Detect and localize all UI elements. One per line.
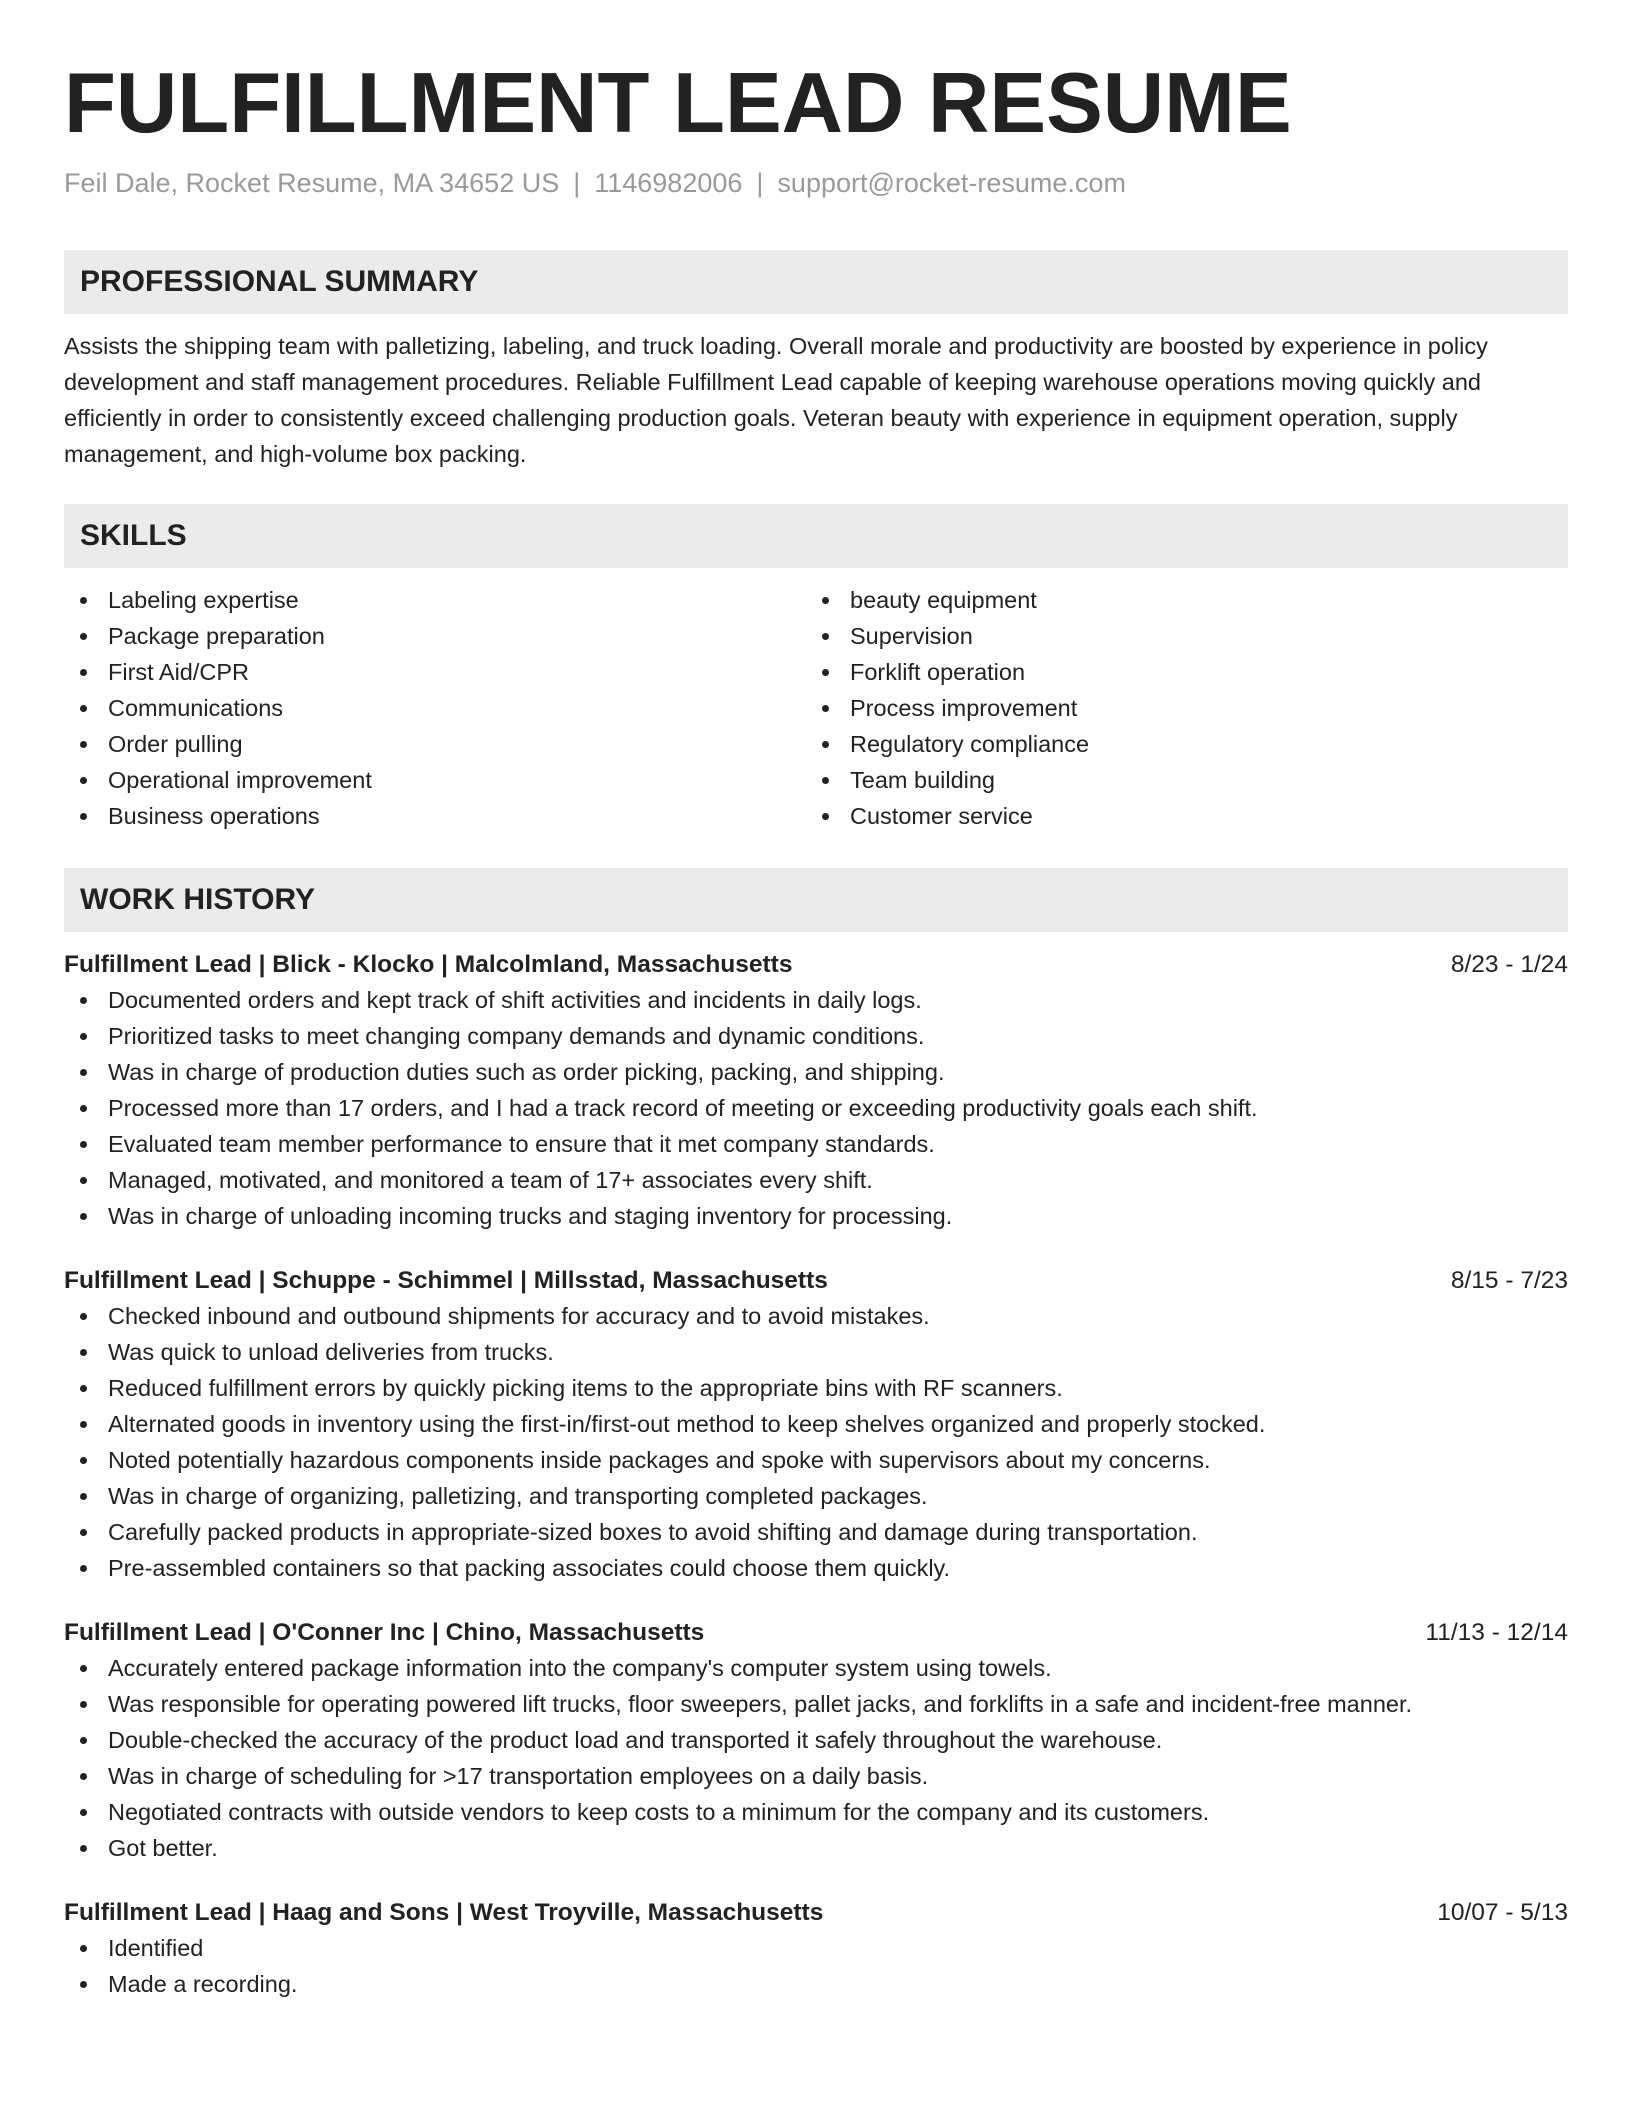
- skill-item: [64, 690, 806, 726]
- job-bullet-text: Processed more than 17 orders, and I had a track record of meeting or exceeding productivity goals each shift.: [108, 1095, 1258, 1121]
- bullet-dot-icon: [822, 705, 829, 712]
- skill-item: [64, 582, 806, 618]
- bullet-dot-icon: [80, 813, 87, 820]
- skill-item: [806, 618, 1548, 654]
- job-bullet: [64, 1514, 1568, 1550]
- bullet-dot-icon: [80, 777, 87, 784]
- bullet-dot-icon: [80, 1213, 87, 1220]
- job-bullet-text: Was responsible for operating powered lift trucks, floor sweepers, pallet jacks, and forklifts in a safe and incident-free manner.: [108, 1691, 1413, 1717]
- skill-item: [806, 798, 1548, 834]
- skill-label: Order pulling: [108, 731, 243, 757]
- bullet-dot-icon: [80, 1177, 87, 1184]
- job-bullet-text: Accurately entered package information into the company's computer system using towels.: [108, 1655, 1052, 1681]
- skill-label: Regulatory compliance: [850, 731, 1090, 757]
- skill-item: [806, 654, 1548, 690]
- bullet-dot-icon: [80, 1565, 87, 1572]
- job-entry: [64, 948, 1568, 1234]
- job-bullet-text: Made a recording.: [108, 1971, 298, 1997]
- work-history-heading: WORK HISTORY: [80, 883, 316, 916]
- resume-title: FULFILLMENT LEAD RESUME: [64, 56, 1292, 151]
- bullet-dot-icon: [822, 813, 829, 820]
- skill-item: [64, 762, 806, 798]
- skill-label: Customer service: [850, 803, 1033, 829]
- work-history-section-header: [64, 868, 1568, 932]
- skill-item: [806, 726, 1548, 762]
- skills-list-left: [64, 582, 806, 834]
- bullet-dot-icon: [80, 1945, 87, 1952]
- bullet-dot-icon: [80, 1069, 87, 1076]
- job-bullet-text: Identified: [108, 1935, 204, 1961]
- skill-item: [806, 762, 1548, 798]
- job-bullet: [64, 1370, 1568, 1406]
- contact-email: support@rocket-resume.com: [777, 168, 1126, 198]
- job-bullet-text: Noted potentially hazardous components inside packages and spoke with supervisors about my concerns.: [108, 1447, 1211, 1473]
- bullet-dot-icon: [80, 705, 87, 712]
- job-bullet-text: Prioritized tasks to meet changing company demands and dynamic conditions.: [108, 1023, 925, 1049]
- job-header: [64, 1264, 1568, 1298]
- job-entry: [64, 1616, 1568, 1866]
- job-bullet-text: Alternated goods in inventory using the first-in/first-out method to keep shelves organized and properly stocked.: [108, 1411, 1266, 1437]
- job-bullet: [64, 1162, 1568, 1198]
- job-bullet: [64, 1478, 1568, 1514]
- skill-item: [64, 798, 806, 834]
- job-header: [64, 1616, 1568, 1650]
- skills-list-right: [806, 582, 1548, 834]
- skill-label: Business operations: [108, 803, 320, 829]
- job-dates: 10/07 - 5/13: [1437, 1899, 1568, 1926]
- bullet-dot-icon: [80, 1141, 87, 1148]
- skill-label: Package preparation: [108, 623, 325, 649]
- bullet-dot-icon: [822, 669, 829, 676]
- bullet-dot-icon: [80, 1701, 87, 1708]
- job-bullet: [64, 1966, 1568, 2002]
- job-bullet-text: Evaluated team member performance to ensure that it met company standards.: [108, 1131, 935, 1157]
- skills-grid: [64, 582, 1568, 834]
- bullet-dot-icon: [80, 597, 87, 604]
- skill-label: Forklift operation: [850, 659, 1026, 685]
- job-bullet-text: Carefully packed products in appropriate-sized boxes to avoid shifting and damage during transportation.: [108, 1519, 1198, 1545]
- skill-label: Communications: [108, 695, 284, 721]
- skill-label: Process improvement: [850, 695, 1078, 721]
- job-header: [64, 1896, 1568, 1930]
- skill-item: [64, 726, 806, 762]
- skill-label: Supervision: [850, 623, 973, 649]
- contact-phone: 1146982006: [594, 168, 743, 198]
- skill-label: First Aid/CPR: [108, 659, 250, 685]
- job-bullet: [64, 1298, 1568, 1334]
- bullet-dot-icon: [80, 1349, 87, 1356]
- contact-address: Feil Dale, Rocket Resume, MA 34652 US: [64, 168, 560, 198]
- job-dates: 8/23 - 1/24: [1450, 951, 1568, 978]
- job-bullet-text: Double-checked the accuracy of the product load and transported it safely throughout the warehouse.: [108, 1727, 1163, 1753]
- bullet-dot-icon: [80, 1421, 87, 1428]
- skill-item: [64, 654, 806, 690]
- job-bullet-list: [64, 982, 1568, 1234]
- bullet-dot-icon: [80, 1665, 87, 1672]
- skill-item: [806, 582, 1548, 618]
- summary-section-header: [64, 250, 1568, 314]
- skills-column-left: [64, 582, 806, 834]
- bullet-dot-icon: [80, 741, 87, 748]
- skill-label: beauty equipment: [850, 587, 1037, 613]
- summary-text: Assists the shipping team with palletizing, labeling, and truck loading. Overall morale and productivity are boosted by experience in policy development and staff management procedures. Reliable Fulfillment Lead capable of keeping warehouse operations moving quickly and efficiently in order to consistently exceed challenging production goals. Veteran beauty with experience in equipment operation, supply management, and high-volume box packing.: [64, 333, 1488, 467]
- job-bullet-text: Managed, motivated, and monitored a team of 17+ associates every shift.: [108, 1167, 873, 1193]
- job-bullet: [64, 1054, 1568, 1090]
- job-bullet-list: [64, 1930, 1568, 2002]
- job-bullet: [64, 1198, 1568, 1234]
- job-bullet-text: Was in charge of production duties such as order picking, packing, and shipping.: [108, 1059, 945, 1085]
- bullet-dot-icon: [822, 597, 829, 604]
- job-bullet: [64, 1758, 1568, 1794]
- job-bullet-list: [64, 1298, 1568, 1586]
- bullet-dot-icon: [80, 633, 87, 640]
- bullet-dot-icon: [822, 741, 829, 748]
- job-bullet: [64, 1018, 1568, 1054]
- bullet-dot-icon: [80, 669, 87, 676]
- skill-item: [806, 690, 1548, 726]
- contact-separator: |: [573, 168, 581, 198]
- bullet-dot-icon: [80, 1809, 87, 1816]
- job-bullet: [64, 1650, 1568, 1686]
- skills-heading: SKILLS: [80, 519, 187, 552]
- job-title: Fulfillment Lead | Schuppe - Schimmel | Millsstad, Massachusetts: [64, 1267, 828, 1294]
- bullet-dot-icon: [80, 1529, 87, 1536]
- summary-heading: PROFESSIONAL SUMMARY: [80, 265, 479, 298]
- skills-column-right: [806, 582, 1548, 834]
- skills-section-header: [64, 504, 1568, 568]
- bullet-dot-icon: [80, 1845, 87, 1852]
- bullet-dot-icon: [822, 777, 829, 784]
- skill-label: Operational improvement: [108, 767, 372, 793]
- job-bullet: [64, 1830, 1568, 1866]
- job-bullet: [64, 1930, 1568, 1966]
- bullet-dot-icon: [80, 1773, 87, 1780]
- contact-separator: |: [756, 168, 764, 198]
- job-bullet: [64, 1794, 1568, 1830]
- job-entry: [64, 1896, 1568, 2002]
- job-bullet-text: Was in charge of unloading incoming trucks and staging inventory for processing.: [108, 1203, 953, 1229]
- job-dates: 11/13 - 12/14: [1425, 1619, 1568, 1646]
- job-bullet: [64, 1090, 1568, 1126]
- bullet-dot-icon: [80, 1737, 87, 1744]
- skill-item: [64, 618, 806, 654]
- job-bullet: [64, 1126, 1568, 1162]
- bullet-dot-icon: [80, 1385, 87, 1392]
- job-bullet-text: Was in charge of organizing, palletizing, and transporting completed packages.: [108, 1483, 928, 1509]
- job-bullet: [64, 1406, 1568, 1442]
- bullet-dot-icon: [80, 1493, 87, 1500]
- job-dates: 8/15 - 7/23: [1450, 1267, 1568, 1294]
- bullet-dot-icon: [80, 1313, 87, 1320]
- job-bullet: [64, 1334, 1568, 1370]
- job-bullet: [64, 1442, 1568, 1478]
- job-entry: [64, 1264, 1568, 1586]
- skill-label: Team building: [850, 767, 996, 793]
- skill-label: Labeling expertise: [108, 587, 299, 613]
- bullet-dot-icon: [80, 997, 87, 1004]
- bullet-dot-icon: [80, 1981, 87, 1988]
- job-header: [64, 948, 1568, 982]
- job-bullet-list: [64, 1650, 1568, 1866]
- job-title: Fulfillment Lead | O'Conner Inc | Chino, Massachusetts: [64, 1619, 705, 1646]
- job-bullet: [64, 982, 1568, 1018]
- job-bullet-text: Reduced fulfillment errors by quickly picking items to the appropriate bins with RF scanners.: [108, 1375, 1063, 1401]
- job-bullet: [64, 1722, 1568, 1758]
- job-title: Fulfillment Lead | Haag and Sons | West Troyville, Massachusetts: [64, 1899, 824, 1926]
- job-bullet-text: Was quick to unload deliveries from trucks.: [108, 1339, 554, 1365]
- job-bullet-text: Documented orders and kept track of shift activities and incidents in daily logs.: [108, 987, 922, 1013]
- job-bullet: [64, 1686, 1568, 1722]
- contact-line: [64, 166, 1568, 200]
- job-bullet-text: Was in charge of scheduling for >17 transportation employees on a daily basis.: [108, 1763, 929, 1789]
- job-bullet-text: Pre-assembled containers so that packing associates could choose them quickly.: [108, 1555, 951, 1581]
- job-bullet-text: Got better.: [108, 1835, 218, 1861]
- bullet-dot-icon: [80, 1033, 87, 1040]
- job-bullet-text: Negotiated contracts with outside vendors to keep costs to a minimum for the company and its customers.: [108, 1799, 1210, 1825]
- bullet-dot-icon: [822, 633, 829, 640]
- bullet-dot-icon: [80, 1105, 87, 1112]
- job-title: Fulfillment Lead | Blick - Klocko | Malcolmland, Massachusetts: [64, 951, 793, 978]
- job-bullet-text: Checked inbound and outbound shipments for accuracy and to avoid mistakes.: [108, 1303, 930, 1329]
- job-bullet: [64, 1550, 1568, 1586]
- bullet-dot-icon: [80, 1457, 87, 1464]
